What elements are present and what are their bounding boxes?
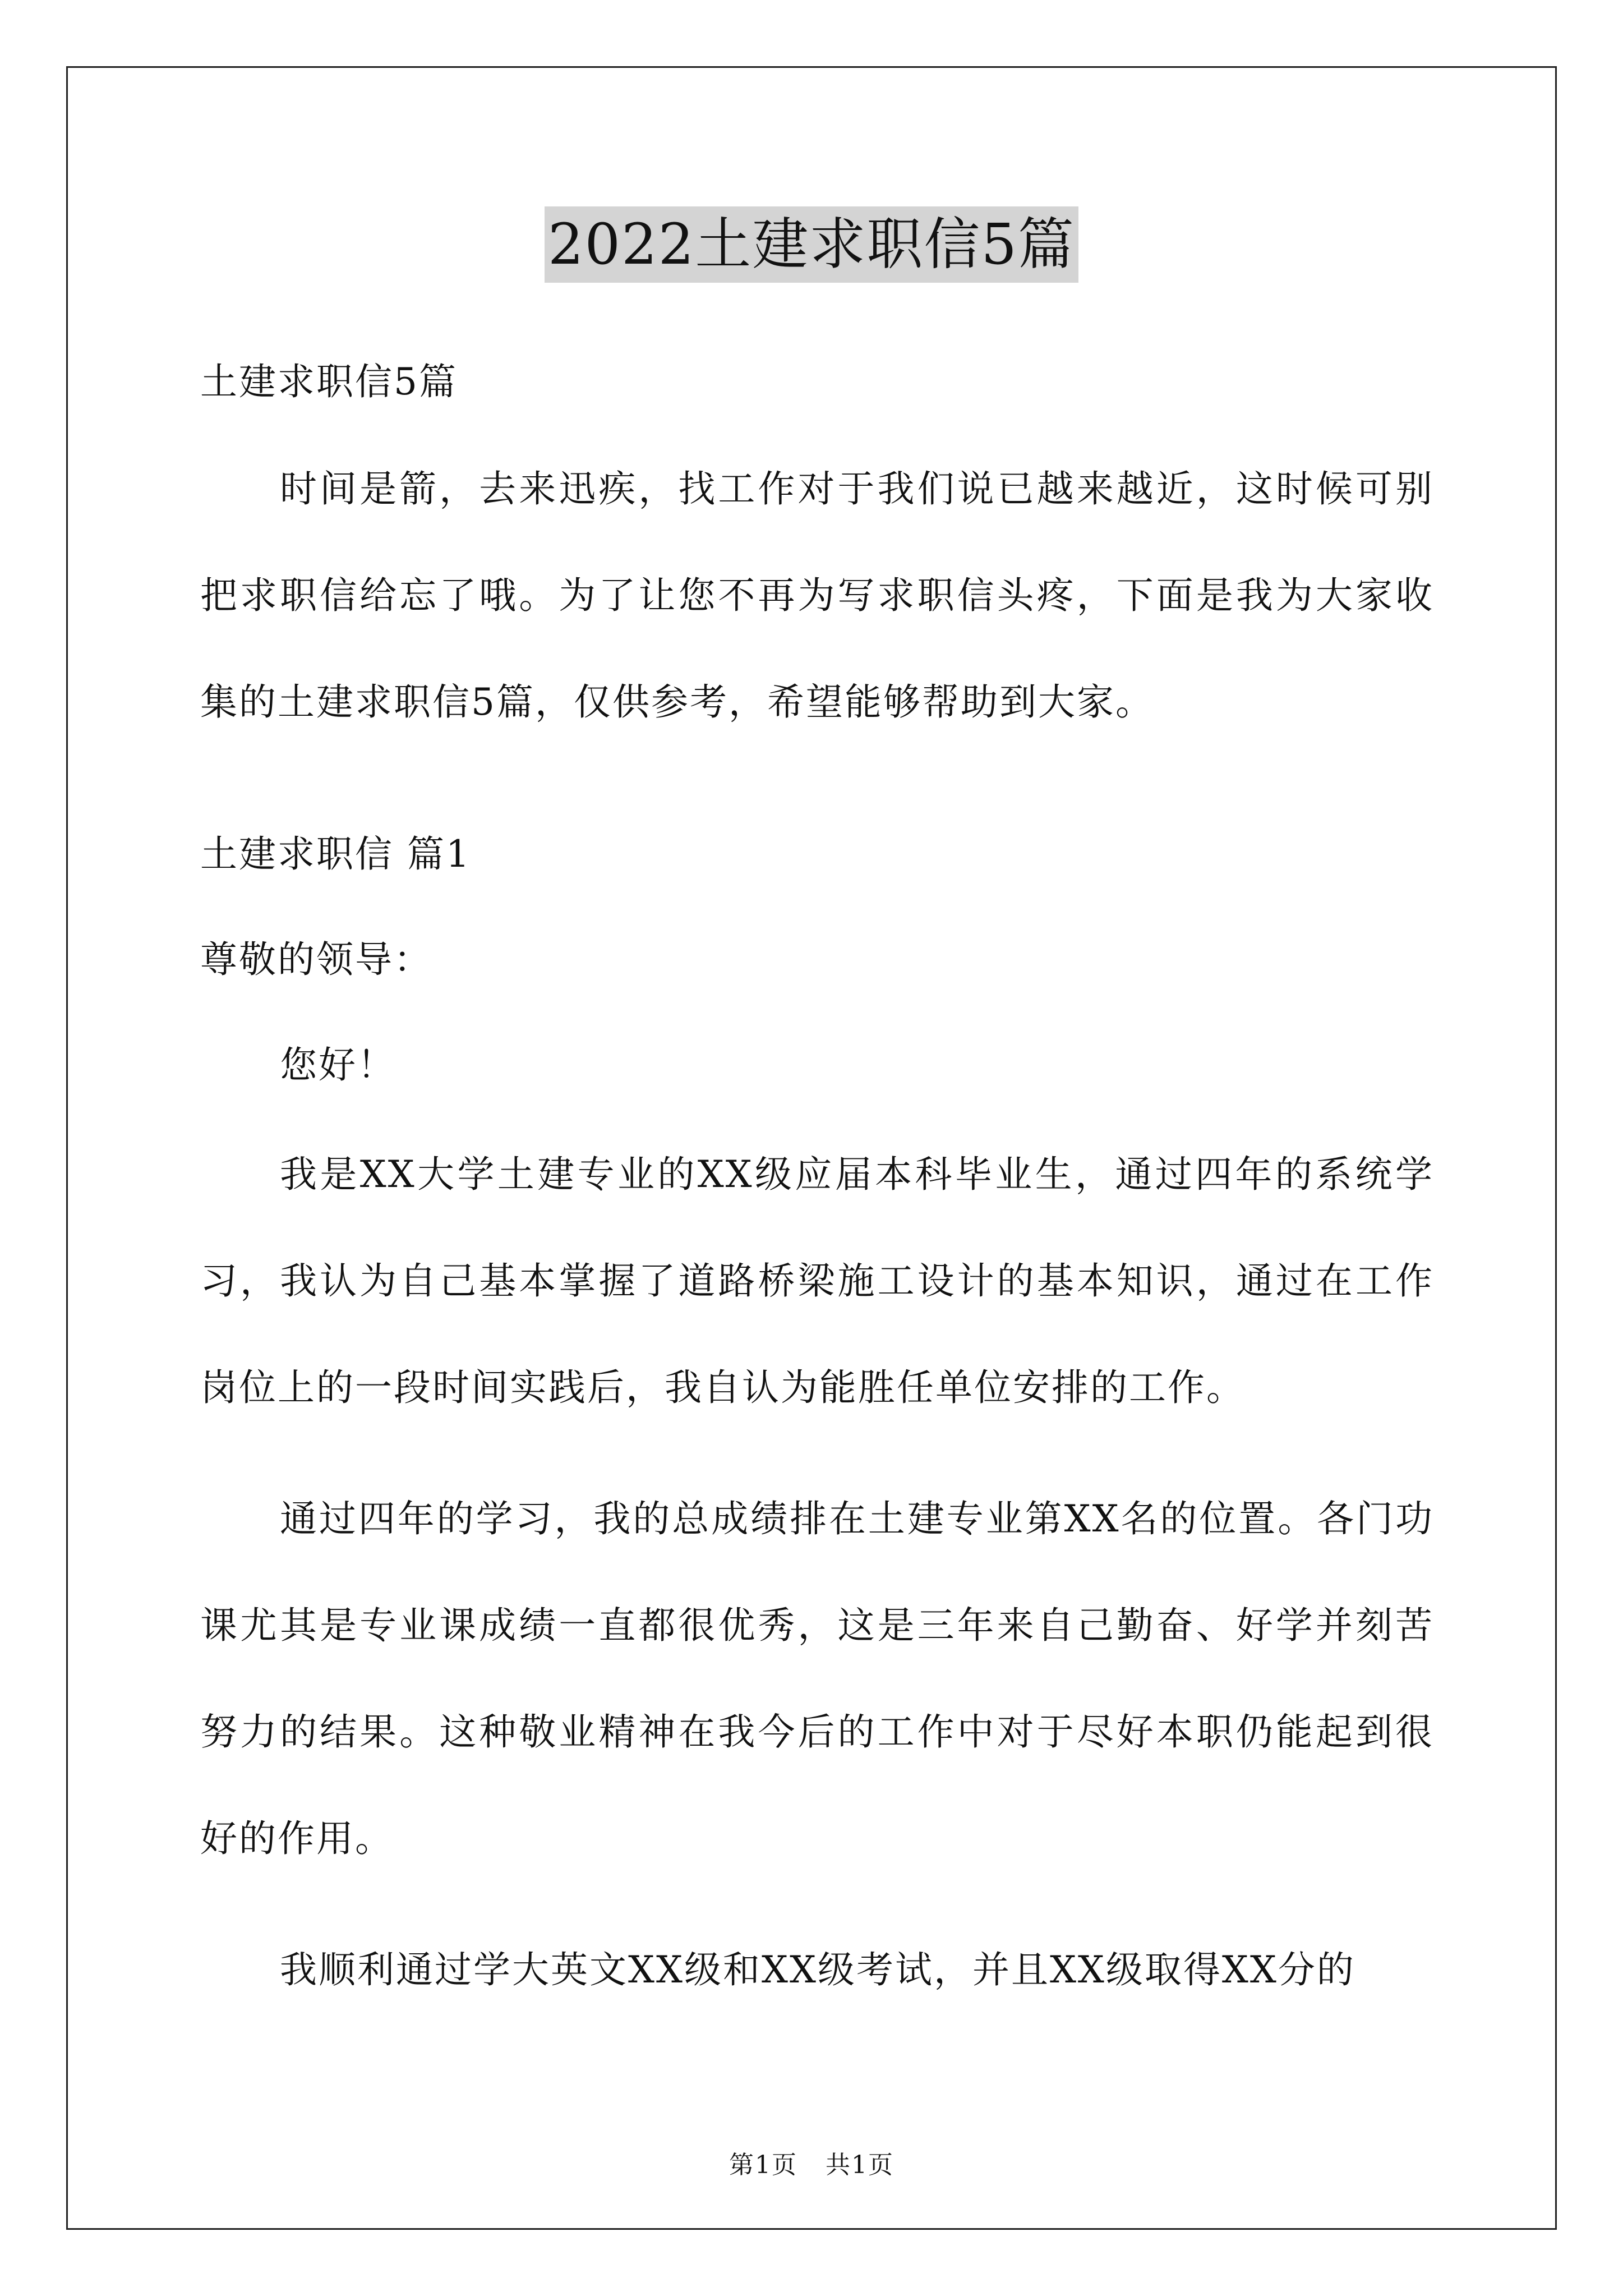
greeting: 您好！ [280,1043,396,1087]
document-title: 2022土建求职信5篇 [545,206,1078,283]
body-paragraph: 通过四年的学习，我的总成绩排在土建专业第XX名的位置。各门功课尤其是专业课成绩一直都很优秀，这是三年来自己勤奋、好学并刻苦努力的结果。这种敬业精神在我今后的工作中对于尽好本职仍能起到很好的作用。 [200,1497,1434,1860]
page-total: 共1页 [826,2151,894,2179]
document-body [200,351,1434,2023]
page-footer [0,2148,1623,2182]
salutation: 尊敬的领导： [200,938,432,981]
body-paragraph: 我顺利通过学大英文XX级和XX级考试，并且XX级取得XX分的 [280,1948,1355,1991]
section-heading: 土建求职信 篇1 [200,832,471,876]
document-subtitle: 土建求职信5篇 [200,360,458,403]
page-number: 第1页 [729,2151,797,2179]
title-container [0,206,1623,283]
body-paragraph: 我是XX大学土建专业的XX级应届本科毕业生，通过四年的系统学习，我认为自己基本掌握了道路桥梁施工设计的基本知识，通过在工作岗位上的一段时间实践后，我自认为能胜任单位安排的工作。 [200,1153,1434,1409]
intro-paragraph: 时间是箭，去来迅疾，找工作对于我们说已越来越近，这时候可别把求职信给忘了哦。为了让您不再为写求职信头疼，下面是我为大家收集的土建求职信5篇，仅供参考，希望能够帮助到大家。 [200,467,1434,724]
